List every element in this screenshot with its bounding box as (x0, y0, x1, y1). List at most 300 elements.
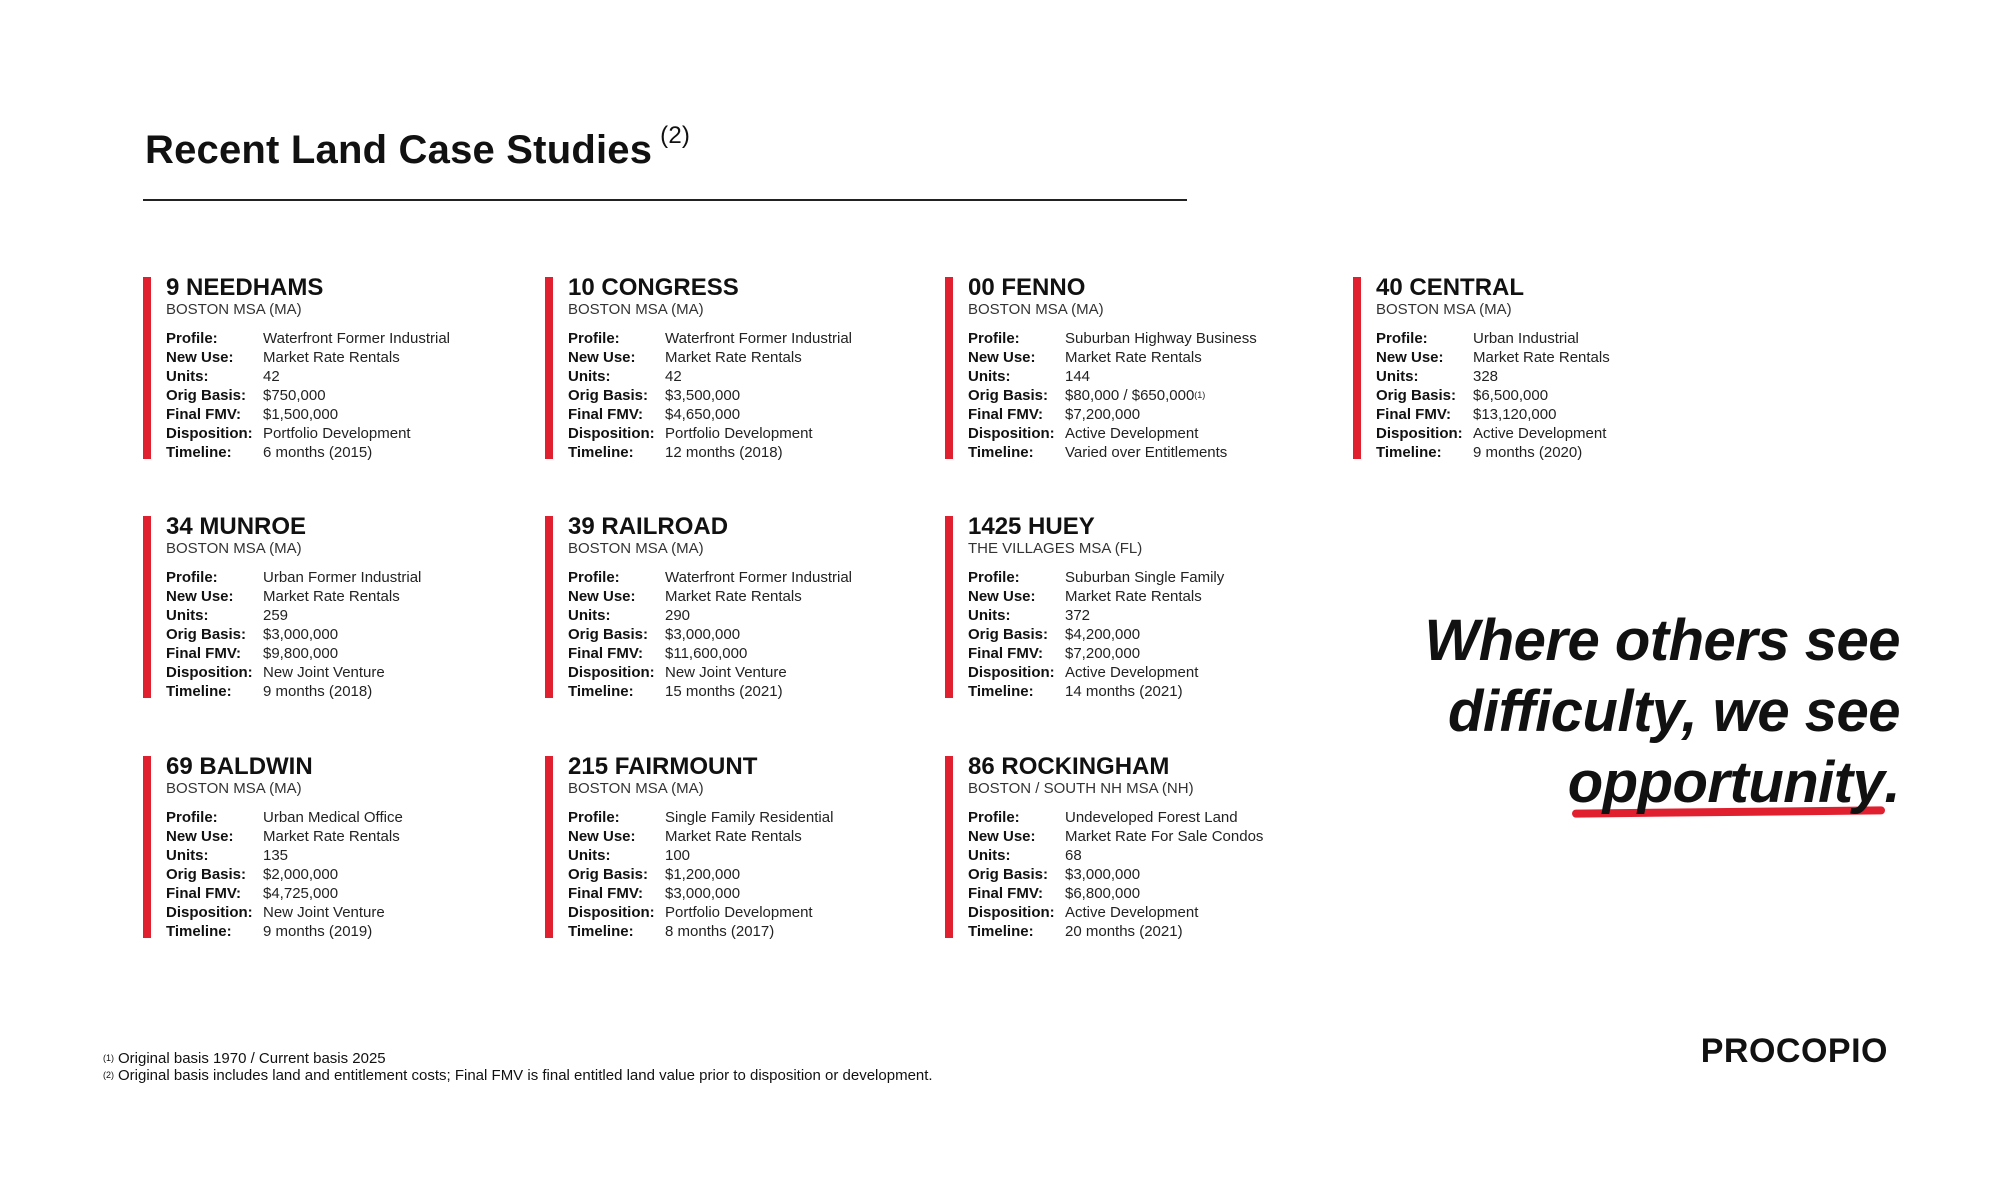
case-row-new-use (568, 827, 935, 846)
case-row-units (568, 367, 935, 386)
case-value (1065, 682, 1183, 701)
footnote-2 (103, 1067, 933, 1084)
page-title (145, 122, 691, 172)
case-row-units (968, 606, 1335, 625)
case-value (263, 587, 400, 606)
case-value (263, 367, 280, 386)
case-value-note: (1) (1194, 390, 1206, 400)
case-card (545, 513, 935, 701)
case-value (665, 424, 813, 443)
case-region: BOSTON MSA (MA) (568, 780, 704, 797)
case-row-disposition (166, 424, 533, 443)
case-accent-bar (545, 756, 553, 938)
case-row-orig-basis (1376, 386, 1743, 405)
case-label: Timeline: (568, 923, 634, 940)
case-label: Profile: (968, 330, 1020, 347)
case-accent-bar (143, 756, 151, 938)
case-value-text: 135 (263, 847, 289, 864)
case-label: New Use: (568, 828, 636, 845)
case-region: BOSTON MSA (MA) (166, 301, 302, 318)
case-row-disposition (968, 903, 1335, 922)
case-value-text: 9 months (2018) (263, 683, 373, 700)
case-value-text: Varied over Entitlements (1065, 444, 1228, 461)
case-value-text: $1,200,000 (665, 866, 741, 883)
case-label: New Use: (1376, 349, 1444, 366)
case-value (1473, 424, 1606, 443)
case-region: BOSTON MSA (MA) (568, 301, 704, 318)
case-value (1065, 644, 1140, 663)
case-row-profile (166, 568, 533, 587)
case-region: BOSTON MSA (MA) (568, 540, 704, 557)
case-label: Orig Basis: (166, 866, 247, 883)
footnote-2-text: Original basis includes land and entitlement costs; Final FMV is final entitled land value prior to disposition or development. (118, 1067, 933, 1084)
case-value (1065, 922, 1183, 941)
tagline-period: . (1884, 750, 1900, 815)
case-accent-bar (143, 516, 151, 698)
case-value (665, 367, 682, 386)
case-value-text: Market Rate Rentals (263, 349, 400, 366)
case-row-disposition (568, 663, 935, 682)
case-value-text: Suburban Highway Business (1065, 330, 1257, 347)
case-label: New Use: (968, 828, 1036, 845)
case-value (665, 329, 852, 348)
case-label: Profile: (166, 330, 218, 347)
title-divider (143, 199, 1187, 201)
case-row-timeline (968, 682, 1335, 701)
case-label: Units: (968, 847, 1011, 864)
case-label: Profile: (968, 809, 1020, 826)
case-value (1473, 386, 1548, 405)
case-value-text: Urban Industrial (1473, 330, 1579, 347)
case-value-text: 14 months (2021) (1065, 683, 1183, 700)
case-value-text: $13,120,000 (1473, 406, 1557, 423)
case-name: 10 CONGRESS (568, 274, 739, 301)
case-value-text: 328 (1473, 368, 1499, 385)
case-value (1065, 865, 1140, 884)
case-value-text: Waterfront Former Industrial (263, 330, 450, 347)
tagline-line-2: difficulty, we see (1448, 679, 1900, 744)
case-row-orig-basis (568, 386, 935, 405)
case-row-new-use (1376, 348, 1743, 367)
case-value-text: Active Development (1065, 425, 1199, 442)
case-row-orig-basis (568, 865, 935, 884)
case-row-new-use (968, 587, 1335, 606)
case-label: Units: (166, 368, 209, 385)
case-label: Final FMV: (968, 406, 1043, 423)
case-value-text: $6,500,000 (1473, 387, 1549, 404)
case-value (665, 827, 802, 846)
case-value-text: Portfolio Development (665, 904, 813, 921)
case-value-text: Active Development (1065, 664, 1199, 681)
case-value (1065, 587, 1202, 606)
case-row-new-use (166, 348, 533, 367)
case-value (263, 884, 338, 903)
case-label: Orig Basis: (166, 626, 247, 643)
case-value (263, 405, 338, 424)
case-value (665, 903, 813, 922)
case-value-text: $9,800,000 (263, 645, 339, 662)
case-value-text: New Joint Venture (263, 904, 385, 921)
case-value-text: 8 months (2017) (665, 923, 775, 940)
case-row-timeline (968, 922, 1335, 941)
case-value (665, 884, 740, 903)
case-value-text: 290 (665, 607, 691, 624)
case-label: Profile: (166, 569, 218, 586)
case-label: Units: (166, 607, 209, 624)
case-value (1473, 367, 1498, 386)
case-value (263, 846, 288, 865)
case-value-text: Undeveloped Forest Land (1065, 809, 1238, 826)
case-value-text: 372 (1065, 607, 1091, 624)
case-row-profile (568, 808, 935, 827)
case-value-text: 20 months (2021) (1065, 923, 1183, 940)
case-value (263, 644, 338, 663)
case-card (945, 274, 1335, 462)
case-row-new-use (568, 348, 935, 367)
case-row-orig-basis (968, 865, 1335, 884)
case-value (1065, 846, 1082, 865)
case-row-profile (568, 568, 935, 587)
case-label: Timeline: (166, 683, 232, 700)
case-label: Profile: (568, 330, 620, 347)
case-label: Final FMV: (568, 885, 643, 902)
case-value-text: $4,725,000 (263, 885, 339, 902)
case-label: Final FMV: (166, 885, 241, 902)
case-row-units (1376, 367, 1743, 386)
case-value (263, 808, 403, 827)
case-value-text: 68 (1065, 847, 1082, 864)
case-value-text: Active Development (1473, 425, 1607, 442)
case-value-text: Single Family Residential (665, 809, 834, 826)
case-row-new-use (968, 348, 1335, 367)
case-row-profile (1376, 329, 1743, 348)
case-value (665, 568, 852, 587)
case-value (1065, 386, 1205, 405)
case-label: Orig Basis: (968, 626, 1049, 643)
case-value-text: Market Rate For Sale Condos (1065, 828, 1264, 845)
case-label: Timeline: (1376, 444, 1442, 461)
case-value-text: $11,600,000 (665, 645, 748, 662)
case-value-text: Market Rate Rentals (263, 588, 400, 605)
case-region: BOSTON MSA (MA) (166, 780, 302, 797)
case-value (665, 348, 802, 367)
case-row-disposition (1376, 424, 1743, 443)
case-accent-bar (545, 277, 553, 459)
case-row-disposition (166, 903, 533, 922)
case-value (665, 644, 747, 663)
case-row-profile (968, 329, 1335, 348)
case-label: Disposition: (166, 664, 253, 681)
case-value-text: $3,500,000 (665, 387, 741, 404)
footnote-1-text: Original basis 1970 / Current basis 2025 (118, 1050, 386, 1067)
case-value-text: New Joint Venture (263, 664, 385, 681)
case-accent-bar (1353, 277, 1361, 459)
case-value-text: Market Rate Rentals (1065, 349, 1202, 366)
case-value (263, 865, 338, 884)
procopio-logo: PROCOPIO (1700, 1032, 1888, 1070)
case-value (665, 922, 774, 941)
case-value (263, 386, 326, 405)
case-card (545, 274, 935, 462)
case-value-text: $3,000,000 (1065, 866, 1141, 883)
case-row-units (166, 846, 533, 865)
case-row-final-fmv (568, 884, 935, 903)
case-row-orig-basis (968, 386, 1335, 405)
case-name: 86 ROCKINGHAM (968, 753, 1170, 780)
case-value-text: $80,000 / $650,000 (1065, 387, 1195, 404)
case-value-text: 12 months (2018) (665, 444, 783, 461)
case-value (665, 386, 740, 405)
case-row-final-fmv (968, 405, 1335, 424)
case-value-text: 42 (665, 368, 682, 385)
case-value (263, 625, 338, 644)
case-row-timeline (166, 682, 533, 701)
case-label: Profile: (1376, 330, 1428, 347)
case-value (665, 606, 690, 625)
case-name: 39 RAILROAD (568, 513, 729, 540)
case-row-final-fmv (568, 644, 935, 663)
case-name: 9 NEEDHAMS (166, 274, 324, 301)
case-value-text: Market Rate Rentals (1065, 588, 1202, 605)
case-label: Final FMV: (968, 645, 1043, 662)
case-label: Units: (1376, 368, 1419, 385)
case-label: Timeline: (968, 444, 1034, 461)
footnotes (103, 1050, 933, 1084)
case-value-text: 259 (263, 607, 289, 624)
case-row-orig-basis (968, 625, 1335, 644)
case-label: New Use: (968, 349, 1036, 366)
case-value (263, 663, 385, 682)
case-accent-bar (143, 277, 151, 459)
page-title-text: Recent Land Case Studies (145, 128, 653, 172)
case-label: Timeline: (968, 923, 1034, 940)
case-value (1065, 367, 1090, 386)
case-label: Disposition: (568, 904, 655, 921)
case-row-profile (166, 329, 533, 348)
case-value (263, 443, 372, 462)
case-row-units (166, 606, 533, 625)
case-value (1473, 443, 1582, 462)
case-value (665, 865, 740, 884)
case-value (1065, 884, 1140, 903)
case-value (1473, 348, 1610, 367)
case-value (665, 846, 690, 865)
case-value (1065, 405, 1140, 424)
case-label: Units: (968, 607, 1011, 624)
case-row-orig-basis (166, 386, 533, 405)
case-value-text: $2,000,000 (263, 866, 339, 883)
case-row-orig-basis (166, 625, 533, 644)
case-region: BOSTON / SOUTH NH MSA (NH) (968, 780, 1194, 797)
case-accent-bar (945, 516, 953, 698)
case-label: New Use: (166, 349, 234, 366)
case-value-text: Portfolio Development (263, 425, 411, 442)
case-label: Profile: (968, 569, 1020, 586)
case-value-text: $750,000 (263, 387, 326, 404)
case-value (1065, 827, 1263, 846)
case-label: Final FMV: (166, 645, 241, 662)
case-label: Units: (968, 368, 1011, 385)
case-value-text: $7,200,000 (1065, 645, 1141, 662)
case-accent-bar (945, 277, 953, 459)
case-row-profile (968, 568, 1335, 587)
case-row-timeline (568, 682, 935, 701)
case-value (665, 405, 740, 424)
case-label: New Use: (568, 349, 636, 366)
case-row-orig-basis (166, 865, 533, 884)
case-accent-bar (545, 516, 553, 698)
case-row-timeline (166, 922, 533, 941)
case-value-text: Market Rate Rentals (263, 828, 400, 845)
case-row-units (968, 367, 1335, 386)
case-row-profile (166, 808, 533, 827)
case-label: Orig Basis: (166, 387, 247, 404)
case-label: Timeline: (968, 683, 1034, 700)
tagline-highlight-word: opportunity (1567, 750, 1885, 815)
case-value (263, 424, 411, 443)
case-region: THE VILLAGES MSA (FL) (968, 540, 1143, 557)
case-value-text: $4,200,000 (1065, 626, 1141, 643)
case-value (263, 827, 400, 846)
case-value (1065, 568, 1224, 587)
case-value (1065, 424, 1198, 443)
case-label: Profile: (568, 809, 620, 826)
case-row-timeline (166, 443, 533, 462)
case-name: 69 BALDWIN (166, 753, 313, 780)
case-value (263, 568, 421, 587)
case-label: Final FMV: (568, 406, 643, 423)
case-card (143, 513, 533, 701)
case-row-units (568, 846, 935, 865)
case-value-text: Active Development (1065, 904, 1199, 921)
case-value-text: Waterfront Former Industrial (665, 330, 852, 347)
case-region: BOSTON MSA (MA) (1376, 301, 1512, 318)
case-value (665, 808, 833, 827)
case-value-text: 6 months (2015) (263, 444, 373, 461)
case-row-timeline (968, 443, 1335, 462)
case-label: Units: (568, 607, 611, 624)
case-value (1065, 606, 1090, 625)
case-row-new-use (166, 827, 533, 846)
case-label: Final FMV: (1376, 406, 1451, 423)
case-value-text: $6,800,000 (1065, 885, 1141, 902)
case-value-text: Market Rate Rentals (665, 588, 802, 605)
case-value (1473, 405, 1556, 424)
case-value (1065, 808, 1238, 827)
case-label: Orig Basis: (968, 387, 1049, 404)
case-value-text: Urban Former Industrial (263, 569, 422, 586)
tagline-line-1: Where others see (1424, 608, 1900, 673)
case-value-text: 42 (263, 368, 280, 385)
case-row-timeline (1376, 443, 1743, 462)
case-label: New Use: (166, 588, 234, 605)
case-label: Final FMV: (968, 885, 1043, 902)
case-row-final-fmv (1376, 405, 1743, 424)
case-row-timeline (568, 443, 935, 462)
title-footnote-mark: (2) (660, 122, 691, 149)
case-card (545, 753, 935, 941)
case-card (945, 753, 1335, 941)
case-label: Profile: (166, 809, 218, 826)
case-card (143, 274, 533, 462)
footnote-1-mark: (1) (103, 1053, 114, 1063)
case-row-new-use (968, 827, 1335, 846)
case-label: Timeline: (166, 923, 232, 940)
case-value (263, 606, 288, 625)
case-value (263, 922, 372, 941)
case-label: Disposition: (968, 664, 1055, 681)
case-label: New Use: (968, 588, 1036, 605)
case-label: Disposition: (568, 664, 655, 681)
case-row-units (568, 606, 935, 625)
case-value-text: Waterfront Former Industrial (665, 569, 852, 586)
case-value (665, 682, 783, 701)
case-value-text: New Joint Venture (665, 664, 787, 681)
case-label: Disposition: (568, 425, 655, 442)
case-row-disposition (166, 663, 533, 682)
case-label: Timeline: (568, 444, 634, 461)
case-value-text: Portfolio Development (665, 425, 813, 442)
tagline-line-3 (1424, 747, 1900, 818)
case-label: Timeline: (166, 444, 232, 461)
case-value (1065, 903, 1198, 922)
case-row-disposition (968, 663, 1335, 682)
case-row-orig-basis (568, 625, 935, 644)
case-label: Units: (568, 847, 611, 864)
case-row-disposition (568, 903, 935, 922)
case-row-disposition (568, 424, 935, 443)
case-row-timeline (568, 922, 935, 941)
case-card (945, 513, 1335, 701)
case-label: Orig Basis: (568, 626, 649, 643)
case-value-text: 15 months (2021) (665, 683, 783, 700)
case-name: 00 FENNO (968, 274, 1086, 301)
case-value-text: Market Rate Rentals (1473, 349, 1610, 366)
case-value-text: Market Rate Rentals (665, 349, 802, 366)
case-label: Units: (568, 368, 611, 385)
tagline (1424, 605, 1900, 818)
case-row-final-fmv (568, 405, 935, 424)
case-value (263, 329, 450, 348)
case-row-disposition (968, 424, 1335, 443)
case-value-text: $7,200,000 (1065, 406, 1141, 423)
case-value (665, 443, 783, 462)
case-row-final-fmv (968, 884, 1335, 903)
case-card (1353, 274, 1743, 462)
case-value (1065, 329, 1257, 348)
case-row-units (166, 367, 533, 386)
case-row-profile (568, 329, 935, 348)
case-region: BOSTON MSA (MA) (968, 301, 1104, 318)
case-label: Disposition: (166, 904, 253, 921)
case-value (665, 587, 802, 606)
case-value-text: Market Rate Rentals (665, 828, 802, 845)
case-row-final-fmv (166, 405, 533, 424)
case-value (1065, 625, 1140, 644)
case-value (1065, 443, 1227, 462)
case-name: 1425 HUEY (968, 513, 1095, 540)
case-label: New Use: (568, 588, 636, 605)
case-value (263, 903, 385, 922)
case-row-profile (968, 808, 1335, 827)
case-label: Orig Basis: (568, 387, 649, 404)
case-label: New Use: (166, 828, 234, 845)
case-label: Disposition: (968, 425, 1055, 442)
case-row-final-fmv (166, 644, 533, 663)
case-value-text: Urban Medical Office (263, 809, 403, 826)
footnote-2-mark: (2) (103, 1070, 114, 1080)
case-value (1065, 663, 1198, 682)
